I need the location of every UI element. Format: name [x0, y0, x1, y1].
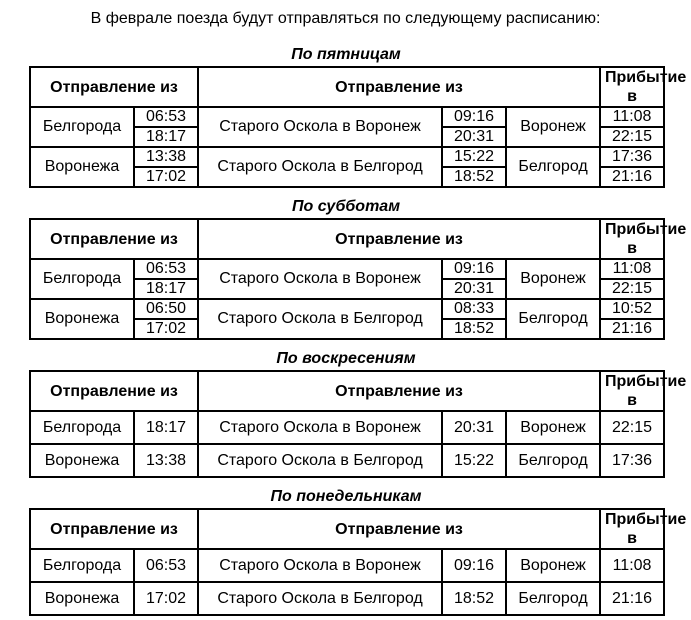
column-header: Прибытие в	[600, 219, 664, 259]
table-row	[30, 259, 664, 279]
route-departure-time: 18:52	[442, 167, 506, 187]
route-departure-time: 18:52	[442, 582, 506, 615]
arrival-city: Белгород	[506, 147, 600, 187]
column-header: Отправление из	[30, 219, 198, 259]
header-row	[30, 509, 664, 549]
schedule-section	[29, 44, 687, 188]
table-row	[30, 107, 664, 127]
route: Старого Оскола в Белгород	[198, 299, 442, 339]
column-header: Отправление из	[30, 67, 198, 107]
arrival-city: Воронеж	[506, 549, 600, 582]
schedule-table	[29, 370, 687, 478]
column-header: Отправление из	[198, 67, 600, 107]
route: Старого Оскола в Белгород	[198, 444, 442, 477]
departure-time: 17:02	[134, 167, 198, 187]
departure-city: Воронежа	[30, 147, 134, 187]
departure-city: Белгорода	[30, 259, 134, 299]
arrival-city: Воронеж	[506, 107, 600, 147]
column-header: Отправление из	[30, 371, 198, 411]
column-header: Отправление из	[198, 371, 600, 411]
table-row	[30, 299, 664, 319]
section-title: По субботам	[291, 198, 401, 215]
arrival-time: 11:08	[600, 549, 664, 582]
departure-time: 13:38	[134, 444, 198, 477]
arrival-time: 11:08	[600, 107, 664, 127]
arrival-time: 17:36	[600, 444, 664, 477]
route-departure-time: 20:31	[442, 127, 506, 147]
route-departure-time: 20:31	[442, 411, 506, 444]
header-row	[30, 219, 664, 259]
schedule-section	[29, 486, 687, 616]
table-row	[30, 444, 664, 477]
departure-time: 18:17	[134, 127, 198, 147]
route: Старого Оскола в Белгород	[198, 147, 442, 187]
arrival-city: Воронеж	[506, 259, 600, 299]
route-departure-time: 09:16	[442, 259, 506, 279]
departure-city: Белгорода	[30, 411, 134, 444]
departure-city: Белгорода	[30, 107, 134, 147]
arrival-city: Воронеж	[506, 411, 600, 444]
header-row	[30, 67, 664, 107]
departure-time: 06:53	[134, 107, 198, 127]
arrival-city: Белгород	[506, 582, 600, 615]
departure-time: 17:02	[134, 319, 198, 339]
column-header: Прибытие в	[600, 67, 664, 107]
section-title: По воскресениям	[276, 350, 416, 367]
route-departure-time: 15:22	[442, 444, 506, 477]
route: Старого Оскола в Белгород	[198, 582, 442, 615]
route-departure-time: 09:16	[442, 549, 506, 582]
route-departure-time: 08:33	[442, 299, 506, 319]
arrival-time: 22:15	[600, 127, 664, 147]
departure-city: Воронежа	[30, 582, 134, 615]
departure-time: 17:02	[134, 582, 198, 615]
arrival-time: 22:15	[600, 411, 664, 444]
route-departure-time: 20:31	[442, 279, 506, 299]
section-title: По понедельникам	[270, 488, 422, 505]
route: Старого Оскола в Воронеж	[198, 107, 442, 147]
schedule-table	[29, 66, 687, 188]
schedule-section	[29, 348, 687, 478]
route: Старого Оскола в Воронеж	[198, 411, 442, 444]
schedule-table	[29, 508, 687, 616]
schedule-table	[29, 218, 687, 340]
column-header: Отправление из	[198, 509, 600, 549]
arrival-city: Белгород	[506, 299, 600, 339]
section-title: По пятницам	[291, 46, 401, 63]
column-header: Отправление из	[30, 509, 198, 549]
table-row	[30, 549, 664, 582]
arrival-time: 22:15	[600, 279, 664, 299]
arrival-time: 21:16	[600, 167, 664, 187]
arrival-city: Белгород	[506, 444, 600, 477]
arrival-time: 21:16	[600, 319, 664, 339]
arrival-time: 21:16	[600, 582, 664, 615]
departure-time: 06:53	[134, 549, 198, 582]
column-header: Прибытие в	[600, 509, 664, 549]
departure-time: 18:17	[134, 279, 198, 299]
route: Старого Оскола в Воронеж	[198, 259, 442, 299]
departure-city: Белгорода	[30, 549, 134, 582]
table-row	[30, 147, 664, 167]
intro-text: В феврале поезда будут отправляться по следующему расписанию:	[90, 10, 601, 27]
column-header: Отправление из	[198, 219, 600, 259]
arrival-time: 11:08	[600, 259, 664, 279]
departure-time: 06:50	[134, 299, 198, 319]
header-row	[30, 371, 664, 411]
column-header: Прибытие в	[600, 371, 664, 411]
departure-time: 13:38	[134, 147, 198, 167]
schedule-section	[29, 196, 687, 340]
arrival-time: 17:36	[600, 147, 664, 167]
departure-city: Воронежа	[30, 444, 134, 477]
route-departure-time: 18:52	[442, 319, 506, 339]
departure-time: 06:53	[134, 259, 198, 279]
route-departure-time: 09:16	[442, 107, 506, 127]
route: Старого Оскола в Воронеж	[198, 549, 442, 582]
arrival-time: 10:52	[600, 299, 664, 319]
table-row	[30, 411, 664, 444]
departure-city: Воронежа	[30, 299, 134, 339]
route-departure-time: 15:22	[442, 147, 506, 167]
departure-time: 18:17	[134, 411, 198, 444]
table-row	[30, 582, 664, 615]
